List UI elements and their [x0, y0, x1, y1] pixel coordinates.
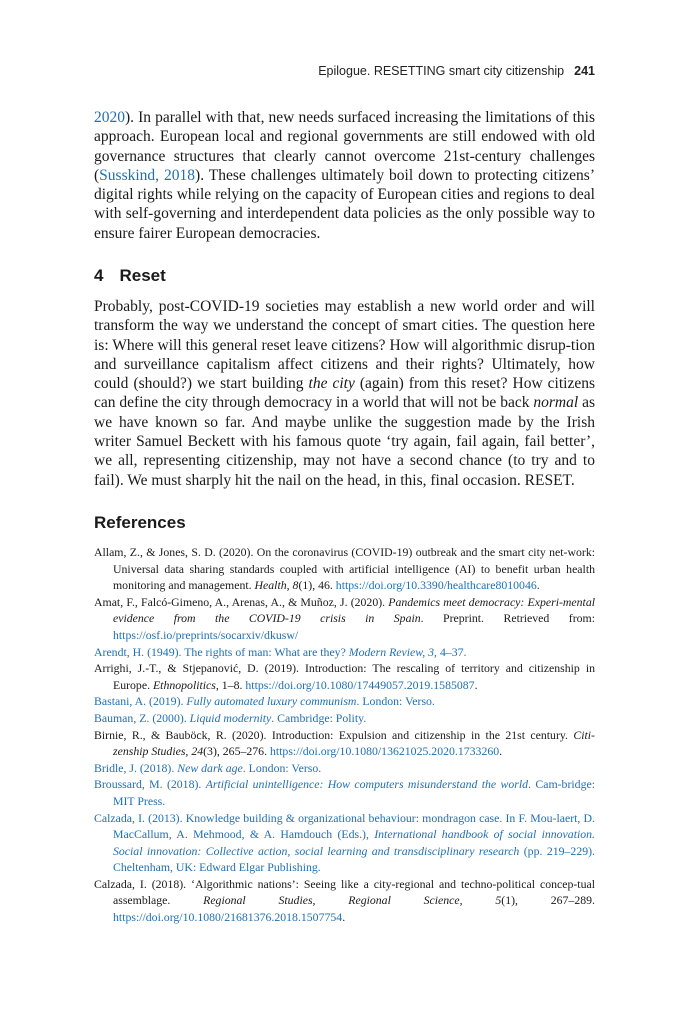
reference-item	[94, 594, 595, 644]
ref-text: Broussard, M. (2018).	[94, 777, 206, 792]
ref-title: Artificial unintelligence: How computers misunderstand the world	[205, 777, 529, 792]
ref-text: .	[499, 744, 503, 759]
reference-item-link[interactable]	[94, 776, 595, 809]
reference-item	[94, 727, 595, 760]
ref-doi-link[interactable]: https://doi.org/10.1080/13621025.2020.1733260	[269, 744, 500, 759]
reference-item-link[interactable]	[94, 810, 595, 876]
ref-text: Allam, Z., & Jones, S. D. (2020). On the coronavirus (COVID-19) outbreak and the smart city net-work: Universal data sharing standards coupled with artificial intelligence (AI) to benefit urban health monitoring and management.	[94, 545, 595, 593]
paragraph-reset	[94, 297, 595, 490]
paragraph-text: ). In parallel with that, new needs surfaced increasing the limitations of this approach. European local and regional governments are still endowed with old governance structures that clearly cannot overcome 21st-century challenges (	[94, 109, 595, 184]
ref-title: Health, 8	[254, 578, 299, 593]
ref-title: Ethnopolitics	[152, 677, 216, 692]
emphasis-normal: normal	[533, 394, 579, 412]
section-heading	[94, 266, 166, 286]
running-head-title: Epilogue. RESETTING smart city citizenship	[318, 64, 565, 78]
paragraph-text: Probably, post-COVID-19 societies may establish a new world order and will transform the way we understand the concept of smart cities. The question here is: Where will this general reset leave citizens? How will algorithmic disrup-tion and surveillance capitalism affect citizens and their rights? Ultimately, how could (should?) we start building	[94, 298, 595, 393]
reference-item	[94, 660, 595, 693]
reference-item-link[interactable]	[94, 644, 595, 661]
paragraph-text: ). These challenges ultimately boil down to protecting citizens’ digital rights while relying on the capacity of European cities and regions to deal with self-governing and interdependent data policies as the only possible way to ensure fairer European democracies.	[94, 166, 596, 242]
ref-text: Calzada, I. (2018). ‘Algorithmic nations’: Seeing like a city-regional and techno-political concep-tual assemblage.	[94, 876, 595, 908]
citation-link[interactable]: 2020	[94, 109, 125, 126]
ref-text: Bastani, A. (2019).	[94, 694, 187, 709]
ref-text: (pp. 219–229). Cheltenham, UK: Edward Elgar Publishing.	[113, 843, 595, 875]
ref-text: Amat, F., Falcó-Gimeno, A., Arenas, A., & Muñoz, J. (2020).	[94, 594, 389, 609]
ref-text: Arrighi, J.-T., & Stjepanović, D. (2019). Introduction: The rescaling of territory and citizenship in Europe.	[94, 661, 595, 692]
ref-title: Modern Review, 3	[348, 644, 435, 659]
section-number: 4	[94, 266, 104, 285]
ref-title: Pandemics meet democracy: Experi-mental evidence from the COVID-19 crisis in Spain	[113, 594, 596, 626]
ref-doi-link[interactable]: https://doi.org/10.1080/21681376.2018.1507754	[113, 910, 343, 925]
reference-item-link[interactable]	[94, 760, 595, 777]
ref-doi-link[interactable]: https://doi.org/10.1080/17449057.2019.1585087	[245, 677, 475, 692]
ref-doi-link[interactable]: https://doi.org/10.3390/healthcare8010046	[335, 578, 537, 593]
ref-title: New dark age	[177, 760, 243, 775]
running-head	[318, 64, 595, 78]
ref-text: .	[474, 677, 478, 692]
ref-title: Liquid modernity	[189, 710, 272, 725]
paragraph-text: as we have known so far. And maybe unlike the suggestion made by the Irish writer Samuel Beckett with his famous quote ‘try again, fail again, fail better’, we all, representing citizenship, may not have a second chance (to try and to fail). We must sharply hit the nail on the head, in this, final occasion. RESET.	[94, 394, 595, 489]
ref-text: Arendt, H. (1949). The rights of man: What are they?	[94, 644, 349, 659]
ref-text: (3), 265–276.	[203, 744, 270, 759]
ref-text: .	[536, 578, 540, 593]
ref-title: Citi-zenship Studies, 24	[113, 727, 595, 759]
ref-text: . Preprint. Retrieved from:	[420, 611, 595, 626]
ref-text: . London: Verso.	[356, 694, 435, 709]
ref-text: Bridle, J. (2018).	[94, 760, 178, 775]
ref-text: , 1–8.	[215, 677, 246, 692]
ref-title: Fully automated luxury communism	[186, 694, 357, 709]
ref-text: . Cambridge: Polity.	[271, 710, 367, 725]
section-title: Reset	[119, 266, 166, 285]
citation-link-susskind[interactable]: Susskind, 2018	[99, 166, 196, 184]
ref-text: (1), 267–289.	[501, 893, 595, 908]
emphasis-the-city: the city	[308, 375, 355, 393]
ref-text: Bauman, Z. (2000).	[94, 710, 190, 725]
ref-url-link[interactable]: https://osf.io/preprints/socarxiv/dkusw/	[113, 627, 299, 642]
reference-item-link[interactable]	[94, 710, 595, 727]
ref-title: International handbook of social innovation. Social innovation: Collective action, social learning and transdisciplinary research	[113, 827, 595, 858]
ref-text: . Cam-bridge: MIT Press.	[113, 777, 595, 808]
reference-item-link[interactable]	[94, 693, 595, 710]
reference-item	[94, 876, 595, 926]
reference-item	[94, 544, 595, 594]
paragraph-text: (again) from this reset? How citizens can define the city through democracy in a world that will not be back	[94, 375, 596, 412]
ref-text: (1), 46.	[298, 578, 336, 593]
paragraph-intro	[94, 108, 595, 243]
ref-title: Regional Studies, Regional Science, 5	[203, 893, 502, 908]
references-heading: References	[94, 513, 186, 532]
ref-text: Birnie, R., & Bauböck, R. (2020). Introduction: Expulsion and citizenship in the 21st century.	[94, 727, 574, 742]
references-list	[94, 544, 595, 926]
ref-text: .	[342, 910, 346, 925]
ref-text: Calzada, I. (2013). Knowledge building & organizational behaviour: mondragon case. In F. Mou-laert, D. MacCallum, A. Mehmood, & A. Hamdouch (Eds.),	[94, 810, 595, 842]
ref-text: , 4–37.	[434, 644, 467, 659]
page-number: 241	[574, 64, 595, 78]
ref-text: . London: Verso.	[242, 760, 322, 775]
